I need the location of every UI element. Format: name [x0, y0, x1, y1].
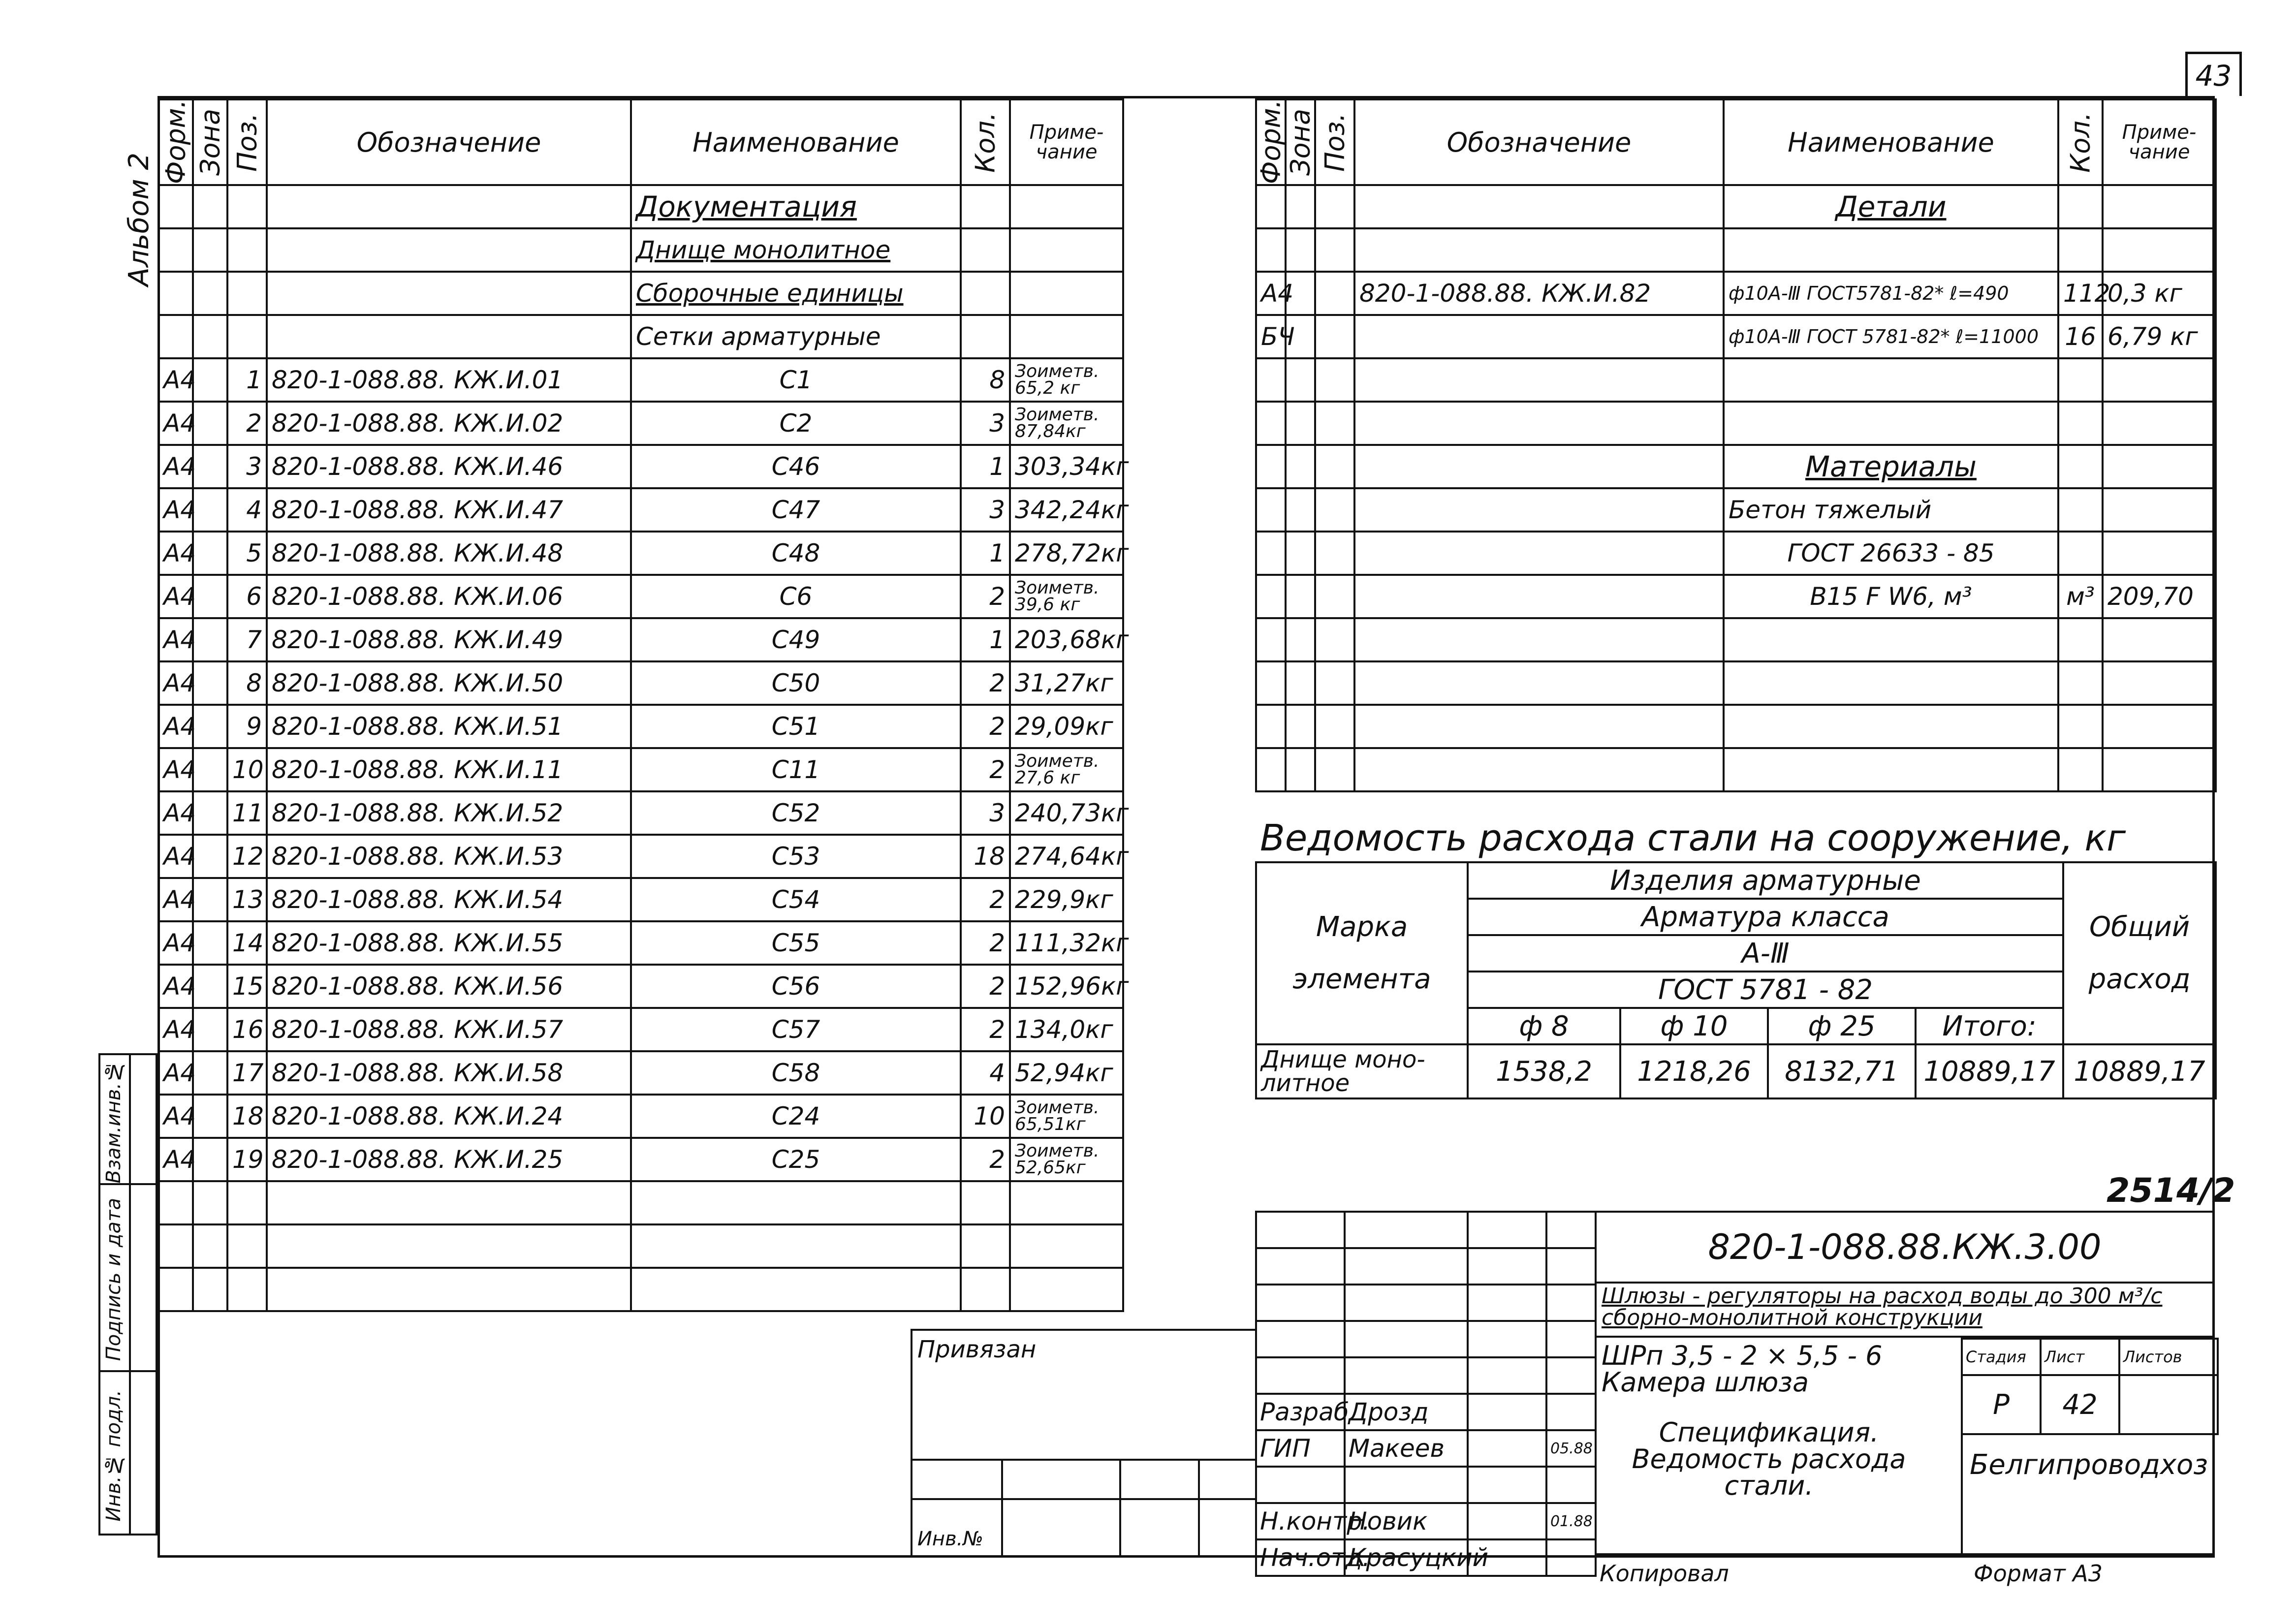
cell-qty: 18 — [961, 835, 1010, 878]
cell-note: 31,27кг — [1010, 661, 1123, 705]
cell-name: С56 — [631, 965, 961, 1008]
person-row: Нач.отд. Красуцкий — [1256, 1539, 1596, 1576]
detail-note: 0,3 кг — [2103, 272, 2216, 315]
page-number: 43 — [2185, 52, 2242, 96]
cell-pos: 8 — [227, 661, 267, 705]
table-row — [158, 575, 1123, 618]
cell-name: С11 — [631, 748, 961, 791]
cell-form: А4 — [158, 835, 193, 878]
cell-name: С51 — [631, 705, 961, 748]
tied-block — [911, 1329, 1255, 1555]
cell-pos: 6 — [227, 575, 267, 618]
cell-zone — [193, 445, 227, 488]
cell-pos: 10 — [227, 748, 267, 791]
section-meshes: Сетки арматурные — [631, 315, 961, 358]
material-name: Бетон тяжелый — [1724, 488, 2058, 532]
cell-form: А4 — [158, 965, 193, 1008]
value-subtotal: 10889,17 — [1916, 1044, 2063, 1098]
cell-pos: 7 — [227, 618, 267, 661]
cell-qty: 4 — [961, 1051, 1010, 1095]
cell-note: 52,94кг — [1010, 1051, 1123, 1095]
cell-qty: 2 — [961, 1008, 1010, 1051]
cell-pos: 12 — [227, 835, 267, 878]
value-10: 1218,26 — [1620, 1044, 1768, 1098]
cell-qty: 10 — [961, 1095, 1010, 1138]
left-spec-table — [157, 98, 1129, 1312]
cell-pos: 14 — [227, 921, 267, 965]
binding-strip — [98, 1053, 157, 1536]
cell-note: Зоиметв. 87,84кг — [1010, 402, 1123, 445]
detail-form: БЧ — [1256, 315, 1286, 358]
steel-standard: ГОСТ 5781 - 82 — [1468, 972, 2063, 1008]
value-total: 10889,17 — [2063, 1044, 2216, 1098]
detail-qty: 16 — [2058, 315, 2103, 358]
cell-name: С50 — [631, 661, 961, 705]
hdr-note: Приме- чание — [1010, 99, 1123, 185]
table-row — [158, 965, 1123, 1008]
cell-designation: 820-1-088.88. КЖ.И.46 — [267, 445, 631, 488]
cell-zone — [193, 1008, 227, 1051]
cell-qty: 2 — [961, 661, 1010, 705]
cell-qty: 2 — [961, 575, 1010, 618]
cell-note: Зоиметв. 65,51кг — [1010, 1095, 1123, 1138]
cell-name: С58 — [631, 1051, 961, 1095]
cell-form: А4 — [158, 488, 193, 532]
table-row — [158, 661, 1123, 705]
cell-pos: 17 — [227, 1051, 267, 1095]
hdr-name: Наименование — [631, 99, 961, 185]
sheet-value: 42 — [2041, 1375, 2119, 1434]
cell-form: А4 — [158, 1138, 193, 1181]
cell-name: С49 — [631, 618, 961, 661]
detail-name: ф10А-Ⅲ ГОСТ 5781-82* ℓ=11000 — [1724, 315, 2058, 358]
sub-header: Арматура класса — [1468, 899, 2063, 935]
strip-replace-label: Взам.инв.№ — [102, 1060, 125, 1184]
cell-qty: 2 — [961, 878, 1010, 921]
cell-form: А4 — [158, 661, 193, 705]
cell-zone — [193, 358, 227, 402]
cell-zone — [193, 402, 227, 445]
cell-name: С47 — [631, 488, 961, 532]
cell-note: Зоиметв. 27,6 кг — [1010, 748, 1123, 791]
cell-designation: 820-1-088.88. КЖ.И.24 — [267, 1095, 631, 1138]
cell-qty: 3 — [961, 488, 1010, 532]
table-row — [158, 358, 1123, 402]
cell-qty: 2 — [961, 965, 1010, 1008]
detail-note: 6,79 кг — [2103, 315, 2216, 358]
cell-name: С54 — [631, 878, 961, 921]
cell-name: С48 — [631, 532, 961, 575]
cell-zone — [193, 748, 227, 791]
stage-value: Р — [1962, 1375, 2041, 1434]
left-spec-header — [158, 99, 1123, 185]
r-hdr-name: Наименование — [1724, 99, 2058, 185]
cell-form: А4 — [158, 748, 193, 791]
section-details: Детали — [1724, 185, 2058, 228]
table-row — [158, 1051, 1123, 1095]
cell-name: С24 — [631, 1095, 961, 1138]
cell-name: С2 — [631, 402, 961, 445]
cell-zone — [193, 921, 227, 965]
cell-zone — [193, 835, 227, 878]
cell-zone — [193, 618, 227, 661]
cell-qty: 1 — [961, 618, 1010, 661]
cell-pos: 1 — [227, 358, 267, 402]
cell-form: А4 — [158, 532, 193, 575]
cell-pos: 5 — [227, 532, 267, 575]
project-title: Шлюзы - регуляторы на расход воды до 300 м³/с сборно-монолитной конструкции — [1597, 1284, 2213, 1338]
cell-zone — [193, 705, 227, 748]
cell-pos: 2 — [227, 402, 267, 445]
r-hdr-pos: Поз. — [1315, 99, 1354, 185]
object-name: ШРп 3,5 - 2 × 5,5 - 6 Камера шлюза — [1602, 1340, 1883, 1398]
cell-designation: 820-1-088.88. КЖ.И.25 — [267, 1138, 631, 1181]
cell-name: С55 — [631, 921, 961, 965]
cell-form: А4 — [158, 1008, 193, 1051]
cell-form: А4 — [158, 445, 193, 488]
cell-designation: 820-1-088.88. КЖ.И.58 — [267, 1051, 631, 1095]
cell-form: А4 — [158, 618, 193, 661]
cell-zone — [193, 791, 227, 835]
cell-note: 240,73кг — [1010, 791, 1123, 835]
hdr-qty: Кол. — [961, 99, 1010, 185]
value-25: 8132,71 — [1768, 1044, 1916, 1098]
table-row — [158, 445, 1123, 488]
r-hdr-qty: Кол. — [2058, 99, 2103, 185]
table-row — [158, 748, 1123, 791]
detail-designation: 820-1-088.88. КЖ.И.82 — [1354, 272, 1724, 315]
cell-pos: 13 — [227, 878, 267, 921]
cell-form: А4 — [158, 921, 193, 965]
col-total: Общий расход — [2063, 862, 2216, 1044]
cell-note: Зоиметв. 65,2 кг — [1010, 358, 1123, 402]
table-row — [158, 878, 1123, 921]
table-row — [158, 705, 1123, 748]
detail-name: ф10А-Ⅲ ГОСТ5781-82* ℓ=490 — [1724, 272, 2058, 315]
detail-designation — [1354, 315, 1724, 358]
table-row — [158, 618, 1123, 661]
cell-name: С25 — [631, 1138, 961, 1181]
cell-designation: 820-1-088.88. КЖ.И.02 — [267, 402, 631, 445]
stage-label: Стадия — [1962, 1339, 2041, 1375]
cell-zone — [193, 532, 227, 575]
material-unit: м³ — [2058, 575, 2103, 618]
cell-zone — [193, 878, 227, 921]
table-row — [158, 1095, 1123, 1138]
right-spec-table — [1255, 98, 2217, 792]
cell-name: С1 — [631, 358, 961, 402]
cell-name: С6 — [631, 575, 961, 618]
cell-form: А4 — [158, 358, 193, 402]
cell-qty: 8 — [961, 358, 1010, 402]
cell-zone — [193, 965, 227, 1008]
table-row — [158, 791, 1123, 835]
cell-form: А4 — [158, 575, 193, 618]
cell-name: С53 — [631, 835, 961, 878]
strip-inv-label: Инв.№ подл. — [102, 1390, 125, 1522]
cell-designation: 820-1-088.88. КЖ.И.51 — [267, 705, 631, 748]
cell-note: 134,0кг — [1010, 1008, 1123, 1051]
cell-pos: 16 — [227, 1008, 267, 1051]
cell-pos: 9 — [227, 705, 267, 748]
cell-pos: 4 — [227, 488, 267, 532]
cell-pos: 18 — [227, 1095, 267, 1138]
cell-pos: 3 — [227, 445, 267, 488]
cell-designation: 820-1-088.88. КЖ.И.56 — [267, 965, 631, 1008]
sheet-title: Спецификация. Ведомость расхода стали. — [1632, 1417, 1906, 1501]
table-row — [158, 1138, 1123, 1181]
person-row: Н.контр. Новик 01.88 — [1256, 1503, 1596, 1539]
cell-pos: 11 — [227, 791, 267, 835]
cell-note: 29,09кг — [1010, 705, 1123, 748]
detail-form: А4 — [1256, 272, 1286, 315]
cell-qty: 2 — [961, 705, 1010, 748]
cell-qty: 2 — [961, 921, 1010, 965]
cell-name: С57 — [631, 1008, 961, 1051]
cell-designation: 820-1-088.88. КЖ.И.57 — [267, 1008, 631, 1051]
diameter-8: ф 8 — [1468, 1008, 1620, 1044]
cell-note: 274,64кг — [1010, 835, 1123, 878]
cell-qty: 1 — [961, 445, 1010, 488]
value-8: 1538,2 — [1468, 1044, 1620, 1098]
material-grade: В15 F W6, м³ — [1724, 575, 2058, 618]
hdr-designation: Обозначение — [267, 99, 631, 185]
cell-designation: 820-1-088.88. КЖ.И.55 — [267, 921, 631, 965]
cell-note: 152,96кг — [1010, 965, 1123, 1008]
table-row — [158, 921, 1123, 965]
tied-label: Привязан — [917, 1336, 1037, 1363]
cell-form: А4 — [158, 878, 193, 921]
album-label: Альбом 2 — [123, 153, 155, 286]
cell-name: С46 — [631, 445, 961, 488]
cell-zone — [193, 1051, 227, 1095]
detail-qty: 112 — [2058, 272, 2103, 315]
cell-zone — [193, 1095, 227, 1138]
cell-name: С52 — [631, 791, 961, 835]
cell-pos: 15 — [227, 965, 267, 1008]
table-row — [158, 1008, 1123, 1051]
organization: Белгипроводхоз — [1969, 1449, 2208, 1481]
copied-label: Копировал — [1600, 1560, 1729, 1587]
section-assembly: Сборочные единицы — [631, 272, 961, 315]
item-title: Днище монолитное — [631, 228, 961, 272]
cell-designation: 820-1-088.88. КЖ.И.01 — [267, 358, 631, 402]
hdr-form: Форм. — [158, 99, 193, 185]
col-mark: Марка элемента — [1256, 862, 1468, 1044]
diameter-10: ф 10 — [1620, 1008, 1768, 1044]
cell-note: 111,32кг — [1010, 921, 1123, 965]
table-row — [158, 835, 1123, 878]
cell-zone — [193, 661, 227, 705]
strip-signature-label: Подпись и дата — [102, 1198, 125, 1361]
cell-designation: 820-1-088.88. КЖ.И.52 — [267, 791, 631, 835]
material-qty: 209,70 — [2103, 575, 2216, 618]
cell-pos: 19 — [227, 1138, 267, 1181]
hdr-pos: Поз. — [227, 99, 267, 185]
cell-form: А4 — [158, 1095, 193, 1138]
cell-designation: 820-1-088.88. КЖ.И.54 — [267, 878, 631, 921]
cell-note: 303,34кг — [1010, 445, 1123, 488]
inv-label: Инв.№ — [917, 1528, 983, 1550]
cell-form: А4 — [158, 1051, 193, 1095]
subtotal-label: Итого: — [1916, 1008, 2063, 1044]
table-row — [158, 532, 1123, 575]
r-hdr-zone: Зона — [1286, 99, 1315, 185]
cell-form: А4 — [158, 791, 193, 835]
section-documentation: Документация — [631, 185, 961, 228]
cell-note: 229,9кг — [1010, 878, 1123, 921]
doc-code: 820-1-088.88.КЖ.3.00 — [1597, 1213, 2213, 1284]
group-header: Изделия арматурные — [1468, 862, 2063, 899]
cell-designation: 820-1-088.88. КЖ.И.48 — [267, 532, 631, 575]
cell-designation: 820-1-088.88. КЖ.И.11 — [267, 748, 631, 791]
diameter-25: ф 25 — [1768, 1008, 1916, 1044]
cell-qty: 1 — [961, 532, 1010, 575]
cell-designation: 820-1-088.88. КЖ.И.06 — [267, 575, 631, 618]
row-label: Днище моно- литное — [1256, 1044, 1468, 1098]
cell-qty: 3 — [961, 402, 1010, 445]
cell-note: 342,24кг — [1010, 488, 1123, 532]
cell-note: 278,72кг — [1010, 532, 1123, 575]
cell-qty: 3 — [961, 791, 1010, 835]
r-hdr-designation: Обозначение — [1354, 99, 1724, 185]
cell-qty: 2 — [961, 748, 1010, 791]
cell-designation: 820-1-088.88. КЖ.И.47 — [267, 488, 631, 532]
cell-designation: 820-1-088.88. КЖ.И.49 — [267, 618, 631, 661]
steel-table-title: Ведомость расхода стали на сооружение, кг — [1260, 817, 2126, 859]
cell-designation: 820-1-088.88. КЖ.И.50 — [267, 661, 631, 705]
cell-designation: 820-1-088.88. КЖ.И.53 — [267, 835, 631, 878]
person-row: ГИП Макеев 05.88 — [1256, 1430, 1596, 1467]
cell-form: А4 — [158, 705, 193, 748]
cell-zone — [193, 488, 227, 532]
person-row: Разраб. Дрозд — [1256, 1394, 1596, 1430]
r-hdr-form: Форм. — [1255, 99, 1287, 184]
project-ref: 2514/2 — [2107, 1171, 2235, 1210]
format-label: Формат А3 — [1974, 1560, 2103, 1587]
cell-note: 203,68кг — [1010, 618, 1123, 661]
table-row — [158, 402, 1123, 445]
cell-qty: 2 — [961, 1138, 1010, 1181]
sheets-label: Листов — [2119, 1339, 2218, 1375]
cell-note: Зоиметв. 39,6 кг — [1010, 575, 1123, 618]
hdr-zone: Зона — [193, 99, 227, 185]
r-hdr-note: Приме- чание — [2103, 99, 2216, 185]
revision-grid — [1255, 1211, 1597, 1577]
cell-note: Зоиметв. 52,65кг — [1010, 1138, 1123, 1181]
cell-zone — [193, 1138, 227, 1181]
section-materials: Материалы — [1724, 445, 2058, 488]
material-standard: ГОСТ 26633 - 85 — [1724, 532, 2058, 575]
steel-class: А-Ⅲ — [1468, 935, 2063, 972]
cell-form: А4 — [158, 402, 193, 445]
title-block — [1595, 1211, 2215, 1555]
sheet-label: Лист — [2041, 1339, 2119, 1375]
table-row — [158, 488, 1123, 532]
cell-zone — [193, 575, 227, 618]
steel-table — [1255, 861, 2217, 1099]
